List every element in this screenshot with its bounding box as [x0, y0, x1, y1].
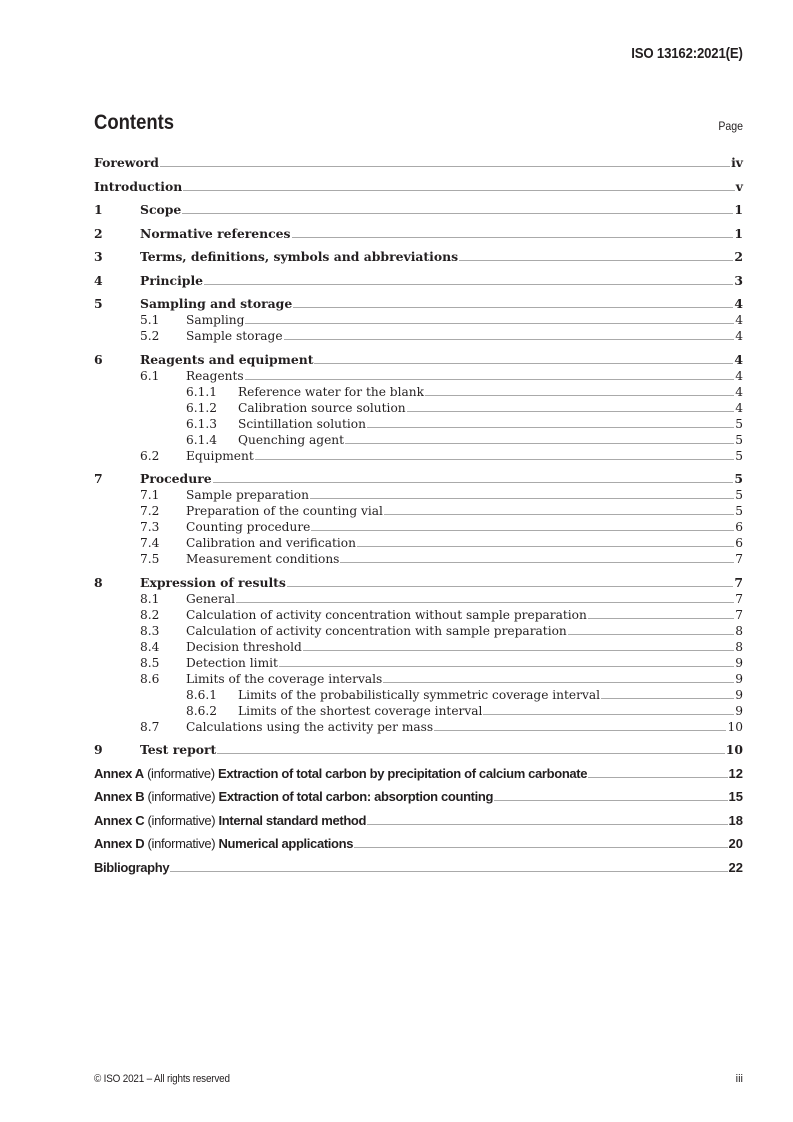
- dot-leader: [182, 213, 733, 214]
- toc-entry-symmetric-interval[interactable]: [94, 687, 743, 703]
- toc-entry-number: 8.6.2: [186, 703, 218, 718]
- toc-entry-title: Normative references: [140, 225, 291, 241]
- annex-label: Annex C: [94, 812, 145, 828]
- page-column-label: Page: [718, 119, 743, 133]
- toc-entry-page: v: [735, 178, 743, 194]
- toc-entry-number: 6.1.1: [186, 384, 218, 399]
- dot-leader: [357, 546, 734, 547]
- toc-entry-title: Expression of results: [140, 574, 286, 590]
- toc-entry-page: 4: [734, 296, 743, 311]
- toc-entry-number: 1: [94, 202, 103, 217]
- toc-entry-page: 6: [735, 536, 743, 550]
- toc-entry-page: 20: [728, 836, 743, 851]
- toc-entry-scope[interactable]: [94, 202, 743, 218]
- toc-entry-principle[interactable]: [94, 273, 743, 289]
- dot-leader: [425, 395, 734, 396]
- toc-entry-foreword[interactable]: [94, 155, 743, 171]
- toc-entry-calc-without-prep[interactable]: [94, 607, 743, 623]
- toc-entry-title: Equipment: [186, 448, 254, 463]
- dot-leader: [284, 339, 735, 340]
- annex-type: (informative): [147, 836, 216, 851]
- toc-entry-page: 9: [735, 687, 743, 702]
- toc-entry-title: Detection limit: [186, 655, 278, 670]
- toc-entry-reagents-equipment[interactable]: [94, 352, 743, 368]
- toc-entry-number: 6.1: [140, 368, 160, 383]
- toc-entry-number: 4: [94, 272, 103, 288]
- toc-entry-title: Reagents and equipment: [140, 351, 314, 367]
- toc-entry-title: Decision threshold: [186, 639, 302, 654]
- toc-entry-title: Sampling and storage: [140, 296, 293, 311]
- toc-entry-page: 1: [734, 202, 743, 217]
- toc-entry-title: Sample storage: [186, 329, 283, 343]
- toc-entry-number: 8.2: [140, 607, 160, 622]
- toc-entry-page: 8: [735, 623, 743, 638]
- toc-entry-number: 6.1.4: [186, 432, 218, 447]
- toc-entry-title: Foreword: [94, 155, 159, 170]
- toc-entry-title: Principle: [140, 272, 204, 288]
- annex-type: (informative): [147, 789, 216, 804]
- toc-entry-page: 15: [728, 789, 743, 804]
- toc-entry-number: 5.1: [140, 313, 160, 327]
- dot-leader: [310, 498, 734, 499]
- dot-leader: [459, 260, 733, 261]
- toc-entry-calibration-source[interactable]: [94, 400, 743, 416]
- toc-entry-number: 8.3: [140, 623, 160, 638]
- toc-annex-d[interactable]: [94, 836, 743, 852]
- toc-entry-title: Quenching agent: [238, 432, 345, 447]
- toc-entry-decision-threshold[interactable]: [94, 639, 743, 655]
- toc-entry-quenching-agent[interactable]: [94, 432, 743, 448]
- toc-entry-page: 5: [735, 504, 743, 518]
- toc-entry-page: 10: [725, 742, 743, 757]
- toc-entry-title: Scope: [140, 202, 182, 217]
- annex-heading: [94, 836, 353, 852]
- toc-entry-measurement-conditions[interactable]: [94, 551, 743, 567]
- toc-entry-page: 10: [727, 719, 743, 734]
- toc-entry-page: 7: [734, 574, 743, 590]
- toc-entry-normative-references[interactable]: [94, 226, 743, 242]
- toc-entry-sampling[interactable]: [94, 312, 743, 328]
- toc-entry-number: 8.7: [140, 719, 160, 734]
- dot-leader: [588, 777, 727, 778]
- toc-entry-expression-results[interactable]: [94, 575, 743, 591]
- dot-leader: [213, 482, 734, 483]
- annex-label: Annex A: [94, 765, 144, 781]
- copyright-notice: © ISO 2021 – All rights reserved: [94, 1073, 230, 1085]
- dot-leader: [383, 682, 734, 683]
- toc-entry-title: Counting procedure: [186, 520, 311, 534]
- page-number: iii: [735, 1073, 743, 1085]
- table-of-contents: [94, 155, 743, 876]
- annex-title: Extraction of total carbon by precipitation of calcium carbonate: [218, 765, 588, 781]
- toc-entry-title: Sampling: [186, 313, 245, 327]
- toc-entry-number: 6.2: [140, 448, 160, 463]
- toc-entry-page: 7: [735, 552, 743, 566]
- dot-leader: [303, 650, 734, 651]
- dot-leader: [354, 847, 727, 848]
- toc-entry-page: 8: [735, 639, 743, 654]
- toc-entry-title: Introduction: [94, 178, 183, 194]
- toc-entry-number: 6.1.3: [186, 416, 218, 431]
- toc-entry-number: 8.4: [140, 639, 160, 654]
- toc-entry-shortest-interval[interactable]: [94, 703, 743, 719]
- toc-entry-number: 7.1: [140, 488, 160, 502]
- dot-leader: [340, 562, 734, 563]
- dot-leader: [170, 871, 727, 872]
- toc-entry-title: Procedure: [140, 471, 212, 486]
- toc-entry-reagents[interactable]: [94, 368, 743, 384]
- dot-leader: [314, 363, 733, 364]
- toc-entry-test-report[interactable]: [94, 742, 743, 758]
- dot-leader: [287, 586, 734, 587]
- toc-entry-reference-water[interactable]: [94, 384, 743, 400]
- dot-leader: [255, 459, 734, 460]
- toc-entry-number: 7.2: [140, 504, 160, 518]
- toc-entry-sampling-storage[interactable]: [94, 296, 743, 312]
- toc-entry-calibration-verification[interactable]: [94, 535, 743, 551]
- toc-entry-number: 3: [94, 249, 103, 264]
- toc-entry-number: 5.2: [140, 329, 160, 343]
- dot-leader: [367, 824, 727, 825]
- annex-title: Numerical applications: [218, 836, 354, 851]
- toc-entry-number: 7.3: [140, 520, 160, 534]
- toc-entry-page: 5: [735, 416, 743, 431]
- toc-entry-page: iv: [731, 155, 743, 170]
- toc-entry-sample-storage[interactable]: [94, 328, 743, 344]
- toc-entry-number: 7.4: [140, 536, 160, 550]
- dot-leader: [245, 379, 735, 380]
- dot-leader: [204, 284, 733, 285]
- dot-leader: [292, 237, 734, 238]
- toc-entry-page: 5: [735, 488, 743, 502]
- toc-entry-page: 1: [734, 225, 743, 241]
- toc-entry-title: Preparation of the counting vial: [186, 504, 383, 518]
- toc-entry-number: 8.6.1: [186, 687, 218, 702]
- toc-entry-page: 22: [728, 859, 743, 875]
- toc-entry-title: Limits of the coverage intervals: [186, 671, 383, 686]
- toc-entry-page: 18: [728, 812, 743, 828]
- annex-heading: [94, 766, 587, 782]
- toc-entry-page: 4: [735, 400, 743, 415]
- toc-entry-sample-preparation[interactable]: [94, 487, 743, 503]
- toc-entry-page: 4: [735, 384, 743, 399]
- toc-entry-page: 4: [735, 313, 743, 327]
- toc-entry-title: Limits of the probabilistically symmetric coverage interval: [238, 687, 601, 702]
- toc-entry-page: 9: [735, 703, 743, 718]
- toc-entry-general[interactable]: [94, 591, 743, 607]
- toc-entry-detection-limit[interactable]: [94, 655, 743, 671]
- annex-label: Annex D: [94, 836, 145, 851]
- dot-leader: [407, 411, 735, 412]
- toc-entry-number: 8.5: [140, 655, 160, 670]
- dot-leader: [483, 714, 734, 715]
- toc-entry-page: 9: [735, 655, 743, 670]
- toc-entry-title: Calculation of activity concentration without sample preparation: [186, 607, 587, 622]
- toc-entry-page: 6: [735, 520, 743, 534]
- dot-leader: [293, 307, 733, 308]
- toc-entry-number: 8.6: [140, 671, 160, 686]
- dot-leader: [588, 618, 734, 619]
- document-id: ISO 13162:2021(E): [631, 45, 743, 62]
- toc-entry-page: 7: [735, 591, 743, 606]
- dot-leader: [494, 800, 727, 801]
- toc-entry-page: 12: [728, 765, 743, 781]
- toc-annex-c[interactable]: [94, 813, 743, 829]
- toc-entry-page: 5: [735, 432, 743, 447]
- annex-title: Extraction of total carbon: absorption counting: [218, 789, 494, 804]
- toc-entry-title: General: [186, 591, 235, 606]
- toc-entry-number: 2: [94, 225, 103, 241]
- toc-entry-page: 7: [735, 607, 743, 622]
- toc-entry-title: Calibration and verification: [186, 536, 356, 550]
- toc-entry-page: 4: [735, 368, 743, 383]
- toc-entry-counting-procedure[interactable]: [94, 519, 743, 535]
- bibliography-title: Bibliography: [94, 859, 170, 875]
- toc-entry-number: 9: [94, 742, 103, 757]
- toc-entry-procedure[interactable]: [94, 471, 743, 487]
- toc-entry-number: 7: [94, 471, 103, 486]
- toc-entry-terms-definitions[interactable]: [94, 249, 743, 265]
- toc-entry-page: 4: [734, 351, 743, 367]
- toc-entry-number: 8: [94, 574, 103, 590]
- dot-leader: [384, 514, 734, 515]
- toc-entry-introduction[interactable]: [94, 179, 743, 195]
- toc-entry-page: 4: [735, 329, 743, 343]
- toc-entry-title: Scintillation solution: [238, 416, 366, 431]
- dot-leader: [311, 530, 734, 531]
- toc-entry-title: Calibration source solution: [238, 400, 406, 415]
- dot-leader: [367, 427, 734, 428]
- toc-annex-a[interactable]: [94, 766, 743, 782]
- annex-heading: [94, 813, 366, 829]
- annex-type: (informative): [147, 765, 215, 781]
- toc-entry-title: Calculations using the activity per mass: [186, 719, 434, 734]
- toc-entry-title: Calculation of activity concentration with sample preparation: [186, 623, 567, 638]
- toc-entry-page: 5: [734, 471, 743, 486]
- dot-leader: [236, 602, 734, 603]
- annex-type: (informative): [147, 812, 216, 828]
- toc-entry-equipment[interactable]: [94, 448, 743, 464]
- contents-title: Contents: [94, 111, 175, 134]
- dot-leader: [183, 190, 735, 191]
- toc-entry-page: 3: [734, 272, 743, 288]
- dot-leader: [601, 698, 734, 699]
- toc-entry-title: Reagents: [186, 368, 244, 383]
- dot-leader: [245, 323, 734, 324]
- toc-entry-title: Sample preparation: [186, 488, 309, 502]
- annex-heading: [94, 789, 493, 805]
- toc-entry-page: 9: [735, 671, 743, 686]
- toc-annex-b[interactable]: [94, 789, 743, 805]
- toc-entry-number: 6: [94, 351, 103, 367]
- toc-entry-page: 2: [734, 249, 743, 264]
- toc-bibliography[interactable]: [94, 860, 743, 876]
- toc-entry-title: Test report: [140, 742, 217, 757]
- toc-entry-number: 6.1.2: [186, 400, 218, 415]
- toc-entry-number: 7.5: [140, 552, 160, 566]
- dot-leader: [345, 443, 734, 444]
- toc-entry-activity-per-mass[interactable]: [94, 719, 743, 735]
- annex-label: Annex B: [94, 789, 145, 804]
- toc-entry-calc-with-prep[interactable]: [94, 623, 743, 639]
- toc-entry-number: 5: [94, 296, 103, 311]
- toc-entry-title: Terms, definitions, symbols and abbreviations: [140, 249, 459, 264]
- toc-entry-counting-vial[interactable]: [94, 503, 743, 519]
- toc-entry-number: 8.1: [140, 591, 160, 606]
- dot-leader: [434, 730, 726, 731]
- toc-entry-page: 5: [735, 448, 743, 463]
- toc-entry-coverage-intervals[interactable]: [94, 671, 743, 687]
- dot-leader: [160, 166, 730, 167]
- toc-entry-title: Measurement conditions: [186, 552, 340, 566]
- toc-entry-title: Limits of the shortest coverage interval: [238, 703, 483, 718]
- toc-entry-scintillation-solution[interactable]: [94, 416, 743, 432]
- dot-leader: [217, 753, 724, 754]
- annex-title: Internal standard method: [218, 812, 367, 828]
- toc-entry-title: Reference water for the blank: [238, 384, 425, 399]
- dot-leader: [279, 666, 734, 667]
- dot-leader: [568, 634, 734, 635]
